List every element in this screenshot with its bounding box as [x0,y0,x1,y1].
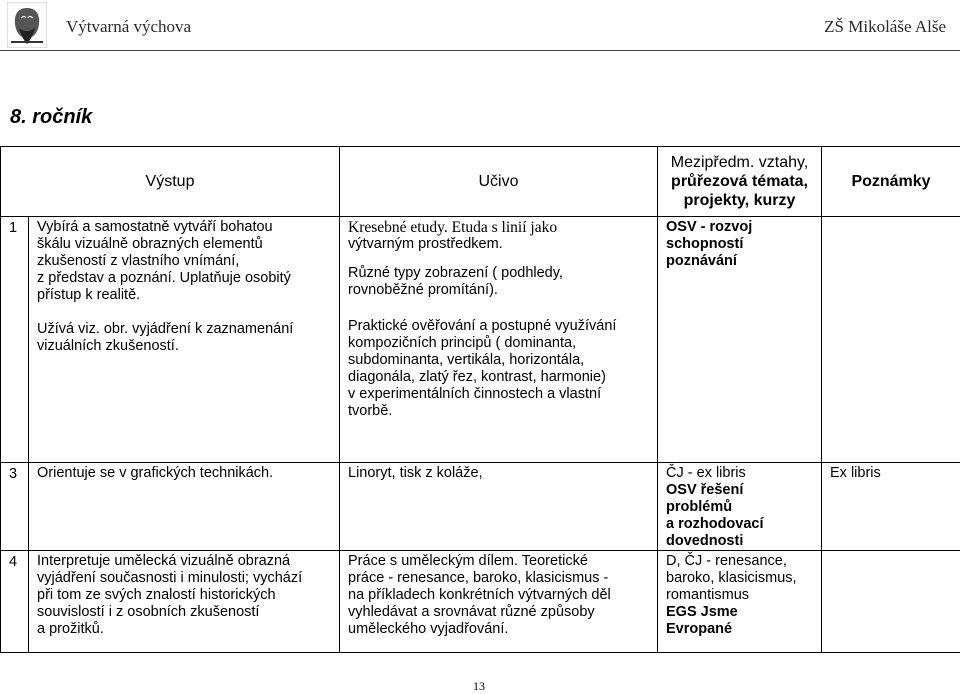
text-line: romantismus [666,587,815,604]
text-line: Vybírá a samostatně vytváří bohatou [37,219,333,236]
header-mezi-line-2: průřezová témata, [658,172,821,191]
row-mezipredmetove [658,217,822,463]
text-line: OSV - rozvoj [666,219,815,236]
row-number: 1 [1,217,29,463]
text-line: uměleckého vyjadřování. [348,621,651,638]
text-line: Práce s uměleckým dílem. Teoretické [348,553,651,570]
text-line: rovnoběžné promítání). [348,282,651,299]
row-ucivo [340,217,658,463]
text-line: vyhledávat a srovnávat různé způsoby [348,604,651,621]
table-header-row [1,147,960,217]
text-line: z představ a poznání. Uplatňuje osobitý [37,270,333,287]
row-mezipredmetove [658,551,822,653]
text-line: Interpretuje umělecká vizuálně obrazná [37,553,333,570]
header-poznamky: Poznámky [822,147,960,217]
row-vystup [29,463,340,551]
text-line: práce - renesance, baroko, klasicismus - [348,570,651,587]
table-row [1,463,960,551]
text-line: subdominanta, vertikála, horizontála, [348,352,651,369]
text-line: a prožitků. [37,621,333,638]
table-row [1,551,960,653]
text-line: EGS Jsme [666,604,815,621]
row-poznamky [822,551,960,653]
table-row [1,217,960,463]
grade-title: 8. ročník [10,106,92,129]
text-line: tvorbě. [348,403,651,420]
row-vystup [29,551,340,653]
text-line: při tom ze svých znalostí historických [37,587,333,604]
header-ucivo: Učivo [340,147,658,217]
text-line: Praktické ověřování a postupné využívání [348,318,651,335]
text-line: kompozičních principů ( dominanta, [348,335,651,352]
text-line: Ex libris [830,465,954,482]
row-poznamky [822,217,960,463]
curriculum-table [0,146,960,653]
subject-name: Výtvarná výchova [66,17,191,37]
text-line: problémů [666,499,815,516]
text-line: Evropané [666,621,815,638]
text-line: poznávání [666,253,815,270]
row-ucivo [340,463,658,551]
header-divider [0,50,960,51]
header-mezi-line-1: Mezipředm. vztahy, [658,153,821,172]
text-line: výtvarným prostředkem. [348,236,651,253]
text-line: souvislostí i z osobních zkušeností [37,604,333,621]
text-line: Různé typy zobrazení ( podhledy, [348,265,651,282]
row-number: 3 [1,463,29,551]
text-line: škálu vizuálně obrazných elementů [37,236,333,253]
text-line: a rozhodovací [666,516,815,533]
text-line: na příkladech konkrétních výtvarných děl [348,587,651,604]
text-line: Kresebné etudy. Etuda s linií jako [348,219,651,236]
school-logo [7,2,47,48]
text-line: Linoryt, tisk z koláže, [348,465,651,482]
row-ucivo [340,551,658,653]
school-name: ZŠ Mikoláše Alše [824,17,946,37]
text-line: vizuálních zkušeností. [37,338,333,355]
text-line: zkušeností z vlastního vnímání, [37,253,333,270]
row-mezipredmetove [658,463,822,551]
page-header [0,0,960,50]
text-line: OSV řešení [666,482,815,499]
text-line: dovednosti [666,533,815,550]
row-vystup [29,217,340,463]
row-poznamky [822,463,960,551]
text-line: přístup k realitě. [37,287,333,304]
header-mezi-line-3: projekty, kurzy [658,191,821,210]
text-line: Užívá viz. obr. vyjádření k zaznamenání [37,321,333,338]
text-line: Orientuje se v grafických technikách. [37,465,333,482]
row-number: 4 [1,551,29,653]
text-line: baroko, klasicismus, [666,570,815,587]
header-vystup: Výstup [1,147,340,217]
text-line: v experimentálních činnostech a vlastní [348,386,651,403]
text-line: vyjádření současnosti i minulosti; vychází [37,570,333,587]
text-line: schopností [666,236,815,253]
text-line: ČJ - ex libris [666,465,815,482]
header-mezipredmetove [658,147,822,217]
text-line: D, ČJ - renesance, [666,553,815,570]
text-line: diagonála, zlatý řez, kontrast, harmonie) [348,369,651,386]
page-number: 13 [473,679,485,694]
